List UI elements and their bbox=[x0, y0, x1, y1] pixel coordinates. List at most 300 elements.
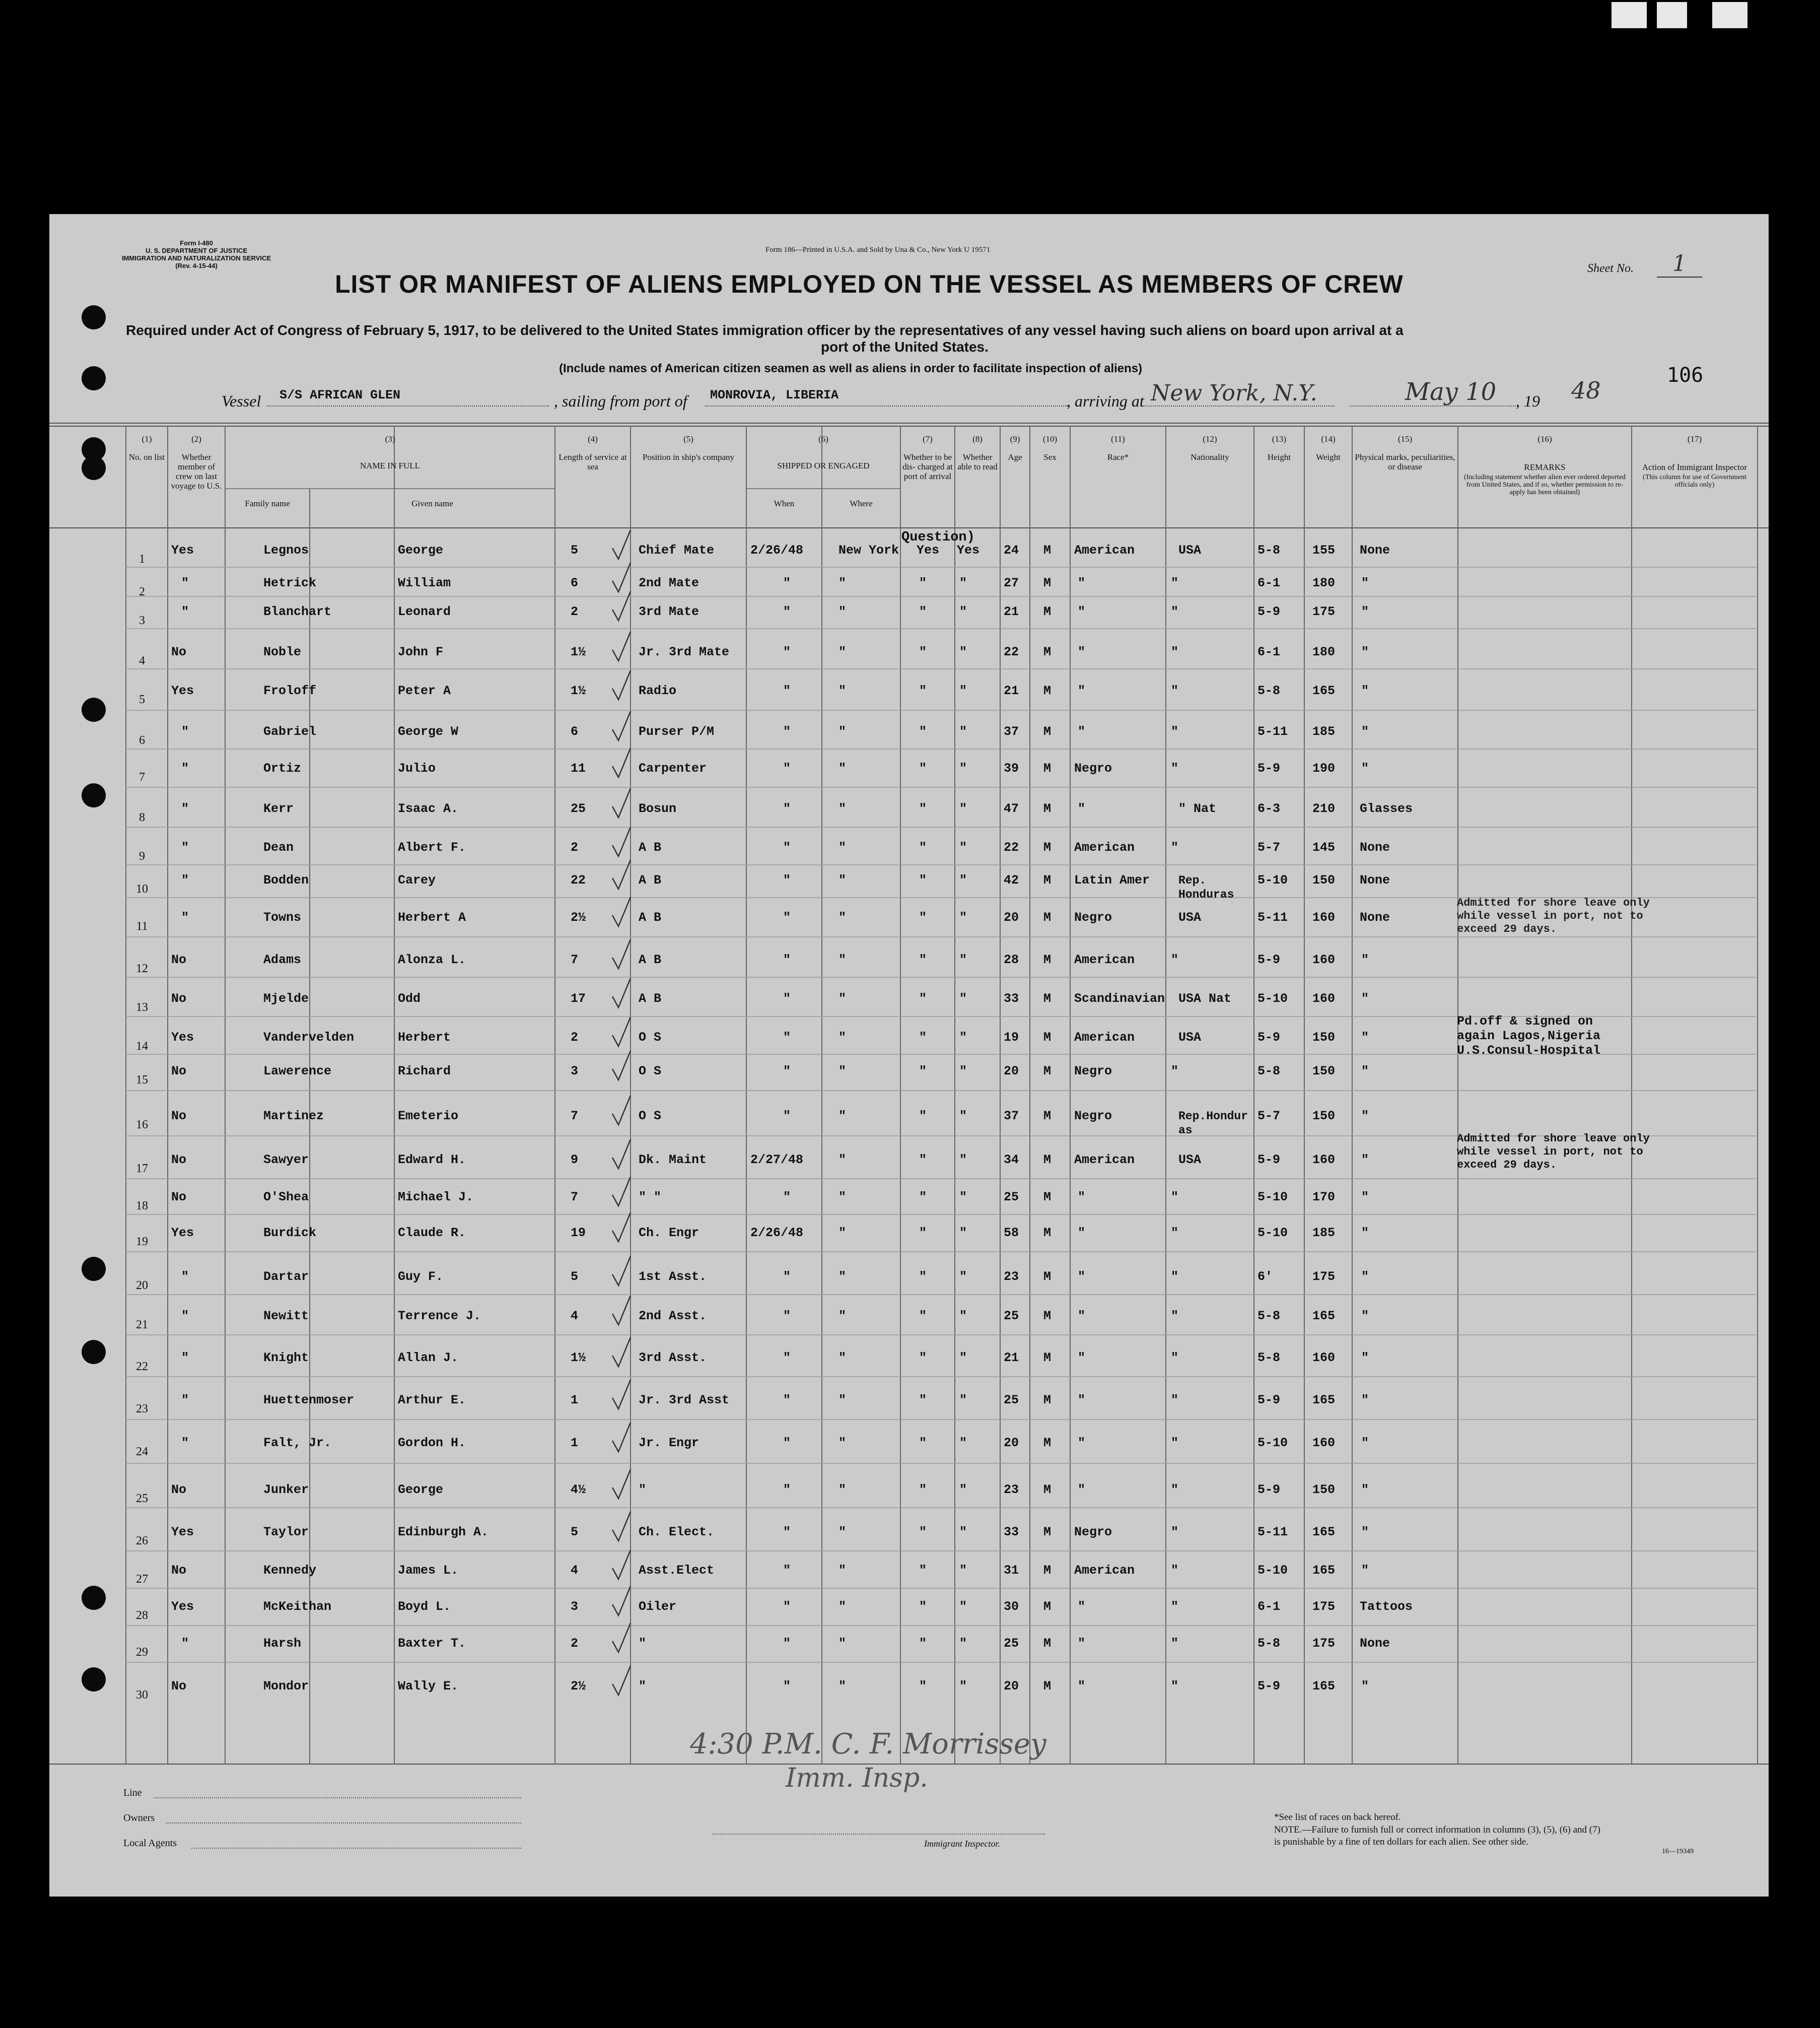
row-number: 17 bbox=[136, 1162, 148, 1175]
cell-marks: " bbox=[1361, 1436, 1369, 1450]
column-number: (4) bbox=[588, 434, 598, 444]
cell-marks: None bbox=[1360, 543, 1390, 558]
cell-pos: A B bbox=[639, 991, 662, 1006]
column-number: (15) bbox=[1397, 434, 1413, 444]
cell-sex: M bbox=[1043, 873, 1052, 888]
cell-age: 42 bbox=[1004, 873, 1019, 888]
cell-read: " bbox=[959, 1482, 967, 1497]
cell-pos: Carpenter bbox=[639, 761, 707, 776]
include-note: (Include names of American citizen seamen as well as aliens in order to facilitate inspection of aliens) bbox=[559, 362, 1143, 375]
cell-race: Negro bbox=[1074, 1109, 1112, 1123]
year-prefix: , 19 bbox=[1516, 392, 1540, 410]
punch-hole bbox=[82, 1667, 106, 1692]
punch-hole bbox=[82, 366, 106, 390]
cell-sex: M bbox=[1043, 1599, 1052, 1614]
cell-nat: " bbox=[1171, 1393, 1179, 1407]
remark-line: exceed 29 days. bbox=[1457, 1159, 1557, 1171]
cell-age: 30 bbox=[1004, 1599, 1019, 1614]
remark-line: while vessel in port, not to bbox=[1457, 910, 1643, 922]
cell-nat: " bbox=[1171, 1599, 1179, 1614]
cell-pos: Purser P/M bbox=[639, 724, 715, 739]
sheet-label: Sheet No. bbox=[1587, 262, 1634, 275]
cell-wt: 160 bbox=[1312, 1153, 1336, 1167]
cell-race: " bbox=[1078, 1679, 1086, 1694]
cell-ht: 5-9 bbox=[1257, 953, 1281, 967]
cell-svc: 7 bbox=[571, 953, 579, 967]
row-number: 26 bbox=[136, 1534, 148, 1547]
cell-when: " bbox=[783, 873, 791, 888]
owners-label: Owners bbox=[123, 1812, 155, 1823]
cell-svc: 1½ bbox=[571, 645, 586, 659]
cell-dis: " bbox=[919, 576, 927, 590]
cell-wt: 175 bbox=[1312, 604, 1336, 619]
cell-dis: " bbox=[919, 724, 927, 739]
cell-given: Baxter T. bbox=[398, 1636, 466, 1651]
row-number: 12 bbox=[136, 962, 148, 975]
column-number: (1) bbox=[142, 434, 152, 444]
cell-family: Lawerence bbox=[263, 1064, 332, 1078]
cell-where: " bbox=[838, 991, 847, 1006]
cell-sex: M bbox=[1043, 1109, 1052, 1123]
cell-sex: M bbox=[1043, 1064, 1052, 1078]
cell-pos: O S bbox=[639, 1030, 662, 1045]
cell-marks: None bbox=[1360, 873, 1390, 888]
cell-race: " bbox=[1078, 1393, 1086, 1407]
cell-svc: 2 bbox=[571, 1030, 579, 1045]
cell-read: " bbox=[959, 1436, 967, 1450]
cell-when: " bbox=[783, 1269, 791, 1284]
cell-age: 20 bbox=[1004, 1064, 1019, 1078]
cell-last: No bbox=[171, 1109, 187, 1123]
cell-family: Noble bbox=[263, 645, 302, 659]
line-label: Line bbox=[123, 1787, 142, 1798]
column-number: (8) bbox=[972, 434, 983, 444]
cell-sex: M bbox=[1043, 724, 1052, 739]
cell-ht: 5-11 bbox=[1257, 910, 1288, 925]
cell-given: William bbox=[398, 576, 451, 590]
cell-marks: None bbox=[1360, 1636, 1390, 1651]
cell-last: " bbox=[181, 724, 189, 739]
cell-svc: 1 bbox=[571, 1393, 579, 1407]
cell-where: " bbox=[838, 761, 847, 776]
cell-read: " bbox=[959, 910, 967, 925]
cell-race: " bbox=[1078, 1350, 1086, 1365]
cell-when: " bbox=[783, 684, 791, 698]
cell-race: " bbox=[1078, 1269, 1086, 1284]
cell-age: 21 bbox=[1004, 684, 1019, 698]
cell-ht: 5-10 bbox=[1257, 1226, 1288, 1240]
cell-dis: " bbox=[919, 1436, 927, 1450]
cell-last: " bbox=[181, 576, 189, 590]
cell-marks: " bbox=[1361, 1482, 1369, 1497]
cell-marks: " bbox=[1361, 1679, 1369, 1694]
cell-ht: 6-1 bbox=[1257, 576, 1281, 590]
vessel-label: Vessel bbox=[222, 392, 261, 410]
column-header: Age bbox=[1008, 452, 1022, 462]
cell-ht: 5-9 bbox=[1257, 761, 1281, 776]
cell-last: Yes bbox=[171, 684, 194, 698]
question-note: Question) bbox=[901, 530, 975, 545]
remark-line: Admitted for shore leave only bbox=[1457, 897, 1650, 909]
column-number: (5) bbox=[683, 434, 693, 444]
cell-when: " bbox=[783, 576, 791, 590]
cell-given: Michael J. bbox=[398, 1190, 474, 1204]
column-number: (9) bbox=[1010, 434, 1020, 444]
cell-wt: 165 bbox=[1312, 1309, 1336, 1323]
cell-where: " bbox=[838, 576, 847, 590]
cell-when: " bbox=[783, 1030, 791, 1045]
cell-nat: USA Nat bbox=[1178, 991, 1232, 1006]
row-number: 14 bbox=[136, 1040, 148, 1053]
inspection-note: 4:30 P.M. C. F. Morrissey bbox=[690, 1728, 1046, 1761]
cell-sex: M bbox=[1043, 1482, 1052, 1497]
cell-race: American bbox=[1074, 1030, 1135, 1045]
cell-marks: " bbox=[1361, 1190, 1369, 1204]
year-suffix: 48 bbox=[1571, 377, 1601, 404]
cell-nat: " bbox=[1171, 1525, 1179, 1539]
cell-last: Yes bbox=[171, 1226, 194, 1240]
cell-ht: 5-10 bbox=[1257, 1190, 1288, 1204]
cell-race: " bbox=[1078, 684, 1086, 698]
cell-marks: Glasses bbox=[1360, 801, 1413, 816]
cell-pos: Jr. 3rd Asst bbox=[639, 1393, 730, 1407]
required-line-2: port of the United States. bbox=[821, 339, 989, 355]
cell-dis: " bbox=[919, 991, 927, 1006]
cell-ht: 5-8 bbox=[1257, 684, 1281, 698]
cell-svc: 5 bbox=[571, 543, 579, 558]
cell-when: " bbox=[783, 1064, 791, 1078]
page-title: LIST OR MANIFEST OF ALIENS EMPLOYED ON THE VESSEL AS MEMBERS OF CREW bbox=[335, 270, 1404, 298]
cell-wt: 160 bbox=[1312, 910, 1336, 925]
service: IMMIGRATION AND NATURALIZATION SERVICE bbox=[121, 254, 271, 262]
cell-dis: " bbox=[919, 1190, 927, 1204]
cell-svc: 1½ bbox=[571, 684, 586, 698]
cell-dis: " bbox=[919, 1153, 927, 1167]
cell-given: Edinburgh A. bbox=[398, 1525, 489, 1539]
cell-family: Burdick bbox=[263, 1226, 317, 1240]
cell-where: " bbox=[838, 1482, 847, 1497]
cell-sex: M bbox=[1043, 801, 1052, 816]
cell-family: Kennedy bbox=[263, 1563, 317, 1578]
remark-line: while vessel in port, not to bbox=[1457, 1145, 1643, 1158]
cell-last: " bbox=[181, 1636, 189, 1651]
column-header: REMARKS bbox=[1524, 462, 1566, 472]
cell-read: " bbox=[959, 1393, 967, 1407]
cell-race: Negro bbox=[1074, 1064, 1112, 1078]
form-header bbox=[101, 239, 292, 269]
row-number: 15 bbox=[136, 1073, 148, 1087]
column-number: (12) bbox=[1203, 434, 1217, 444]
cell-svc: 6 bbox=[571, 724, 579, 739]
cell-ht: 6-1 bbox=[1257, 645, 1281, 659]
cell-age: 47 bbox=[1004, 801, 1019, 816]
agents-label: Local Agents bbox=[123, 1838, 177, 1849]
cell-age: 25 bbox=[1004, 1309, 1019, 1323]
department: U. S. DEPARTMENT OF JUSTICE bbox=[146, 247, 247, 254]
cell-last: No bbox=[171, 1482, 187, 1497]
cell-family: Mjelde bbox=[263, 991, 309, 1006]
cell-wt: 150 bbox=[1312, 1030, 1336, 1045]
cell-where: " bbox=[838, 1190, 847, 1204]
cell-family: Falt, Jr. bbox=[263, 1436, 332, 1450]
cell-family: Blanchart bbox=[263, 604, 332, 619]
cell-family: Vandervelden bbox=[263, 1030, 355, 1045]
inspection-title: Imm. Insp. bbox=[786, 1763, 928, 1793]
cell-ht: 5-10 bbox=[1257, 1563, 1288, 1578]
cell-wt: 190 bbox=[1312, 761, 1336, 776]
row-number: 5 bbox=[139, 693, 145, 706]
cell-family: Sawyer bbox=[263, 1153, 309, 1167]
inspector-label: Immigrant Inspector. bbox=[924, 1839, 1000, 1849]
cell-pos: A B bbox=[639, 953, 662, 967]
form-code: 16—19349 bbox=[1662, 1848, 1694, 1855]
cell-age: 25 bbox=[1004, 1636, 1019, 1651]
cell-wt: 175 bbox=[1312, 1599, 1336, 1614]
line-underline bbox=[154, 1797, 521, 1798]
cell-svc: 1 bbox=[571, 1436, 579, 1450]
cell-given: Julio bbox=[398, 761, 436, 776]
cell-pos: 1st Asst. bbox=[639, 1269, 707, 1284]
cell-pos: Jr. 3rd Mate bbox=[639, 645, 730, 659]
cell-race: American bbox=[1074, 1153, 1135, 1167]
departure-port: MONROVIA, LIBERIA bbox=[710, 388, 839, 402]
cell-pos: Radio bbox=[639, 684, 677, 698]
cell-race: Negro bbox=[1074, 761, 1112, 776]
cell-nat: " bbox=[1171, 1309, 1179, 1323]
cell-sex: M bbox=[1043, 645, 1052, 659]
penalty-note-2: is punishable by a fine of ten dollars for each alien. See other side. bbox=[1274, 1837, 1528, 1847]
row-number: 24 bbox=[136, 1445, 148, 1458]
cell-nat: USA bbox=[1178, 910, 1202, 925]
cell-where: " bbox=[838, 1636, 847, 1651]
cell-wt: 210 bbox=[1312, 801, 1336, 816]
cell-wt: 170 bbox=[1312, 1190, 1336, 1204]
cell-marks: " bbox=[1361, 645, 1369, 659]
cell-pos: " " bbox=[639, 1190, 662, 1204]
cell-when: " bbox=[783, 840, 791, 855]
cell-nat: USA bbox=[1178, 1030, 1202, 1045]
cell-marks: " bbox=[1361, 1030, 1369, 1045]
cell-where: " bbox=[838, 1309, 847, 1323]
cell-wt: 155 bbox=[1312, 543, 1336, 558]
cell-nat: " bbox=[1171, 1679, 1179, 1694]
cell-sex: M bbox=[1043, 1309, 1052, 1323]
cell-given: Gordon H. bbox=[398, 1436, 466, 1450]
cell-given: Wally E. bbox=[398, 1679, 459, 1694]
cell-last: Yes bbox=[171, 543, 194, 558]
cell-ht: 5-10 bbox=[1257, 873, 1288, 888]
cell-age: 21 bbox=[1004, 1350, 1019, 1365]
column-header: SHIPPED OR ENGAGED bbox=[777, 461, 870, 470]
cell-given: George bbox=[398, 1482, 444, 1497]
cell-pos: A B bbox=[639, 873, 662, 888]
cell-family: McKeithan bbox=[263, 1599, 332, 1614]
cell-marks: " bbox=[1361, 1109, 1369, 1123]
cell-dis: " bbox=[919, 1393, 927, 1407]
cell-pos: O S bbox=[639, 1109, 662, 1123]
cell-ht: 6' bbox=[1257, 1269, 1273, 1284]
cell-age: 20 bbox=[1004, 1436, 1019, 1450]
row-number: 4 bbox=[139, 654, 145, 667]
cell-race: Latin Amer bbox=[1074, 873, 1150, 888]
cell-given: Claude R. bbox=[398, 1226, 466, 1240]
cell-wt: 160 bbox=[1312, 953, 1336, 967]
cell-race: " bbox=[1078, 1599, 1086, 1614]
cell-ht: 5-7 bbox=[1257, 1109, 1281, 1123]
remark-line: Admitted for shore leave only bbox=[1457, 1132, 1650, 1145]
cell-when: " bbox=[783, 991, 791, 1006]
cell-nat: " bbox=[1171, 1563, 1179, 1578]
cell-where: " bbox=[838, 910, 847, 925]
row-number: 28 bbox=[136, 1609, 148, 1622]
stamp-number: 106 bbox=[1667, 364, 1704, 387]
cell-pos: A B bbox=[639, 910, 662, 925]
cell-nat: " bbox=[1171, 953, 1179, 967]
row-number: 27 bbox=[136, 1573, 148, 1586]
cell-read: " bbox=[959, 1226, 967, 1240]
cell-last: No bbox=[171, 991, 187, 1006]
cell-age: 37 bbox=[1004, 724, 1019, 739]
place-underline bbox=[1143, 405, 1335, 407]
cell-nat: USA bbox=[1178, 1153, 1202, 1167]
cell-ht: 5-9 bbox=[1257, 1030, 1281, 1045]
arriving-place: New York, N.Y. bbox=[1151, 380, 1317, 406]
cell-family: Dartar bbox=[263, 1269, 309, 1284]
cell-last: Yes bbox=[171, 1525, 194, 1539]
cell-where: " bbox=[838, 801, 847, 816]
cell-pos: Bosun bbox=[639, 801, 677, 816]
cell-where: " bbox=[838, 1109, 847, 1123]
cell-dis: " bbox=[919, 1525, 927, 1539]
cell-race: " bbox=[1078, 604, 1086, 619]
cell-svc: 5 bbox=[571, 1525, 579, 1539]
cell-svc: 1½ bbox=[571, 1350, 586, 1365]
cell-wt: 150 bbox=[1312, 1482, 1336, 1497]
cell-where: " bbox=[838, 1679, 847, 1694]
cell-marks: " bbox=[1361, 1309, 1369, 1323]
cell-when: " bbox=[783, 1482, 791, 1497]
remark-row-13 bbox=[1457, 1014, 1600, 1058]
cell-sex: M bbox=[1043, 1436, 1052, 1450]
cell-pos: O S bbox=[639, 1064, 662, 1078]
cell-nat: USA bbox=[1178, 543, 1202, 558]
cell-read: " bbox=[959, 1153, 967, 1167]
cell-last: " bbox=[181, 1269, 189, 1284]
cell-given: Carey bbox=[398, 873, 436, 888]
column-header: Height bbox=[1267, 452, 1291, 462]
cell-when: " bbox=[783, 1109, 791, 1123]
cell-race: " bbox=[1078, 724, 1086, 739]
cell-sex: M bbox=[1043, 1190, 1052, 1204]
form-number: Form I-480 bbox=[180, 239, 213, 247]
cell-age: 39 bbox=[1004, 761, 1019, 776]
cell-svc: 3 bbox=[571, 1599, 579, 1614]
printer-line: Form 186—Printed in U.S.A. and Sold by Una & Co., New York U 19571 bbox=[765, 246, 991, 254]
column-header: Whether member of crew on last voyage to U.S. bbox=[171, 452, 222, 491]
cell-family: Harsh bbox=[263, 1636, 302, 1651]
column-number: (7) bbox=[923, 434, 933, 444]
cell-when: " bbox=[783, 1309, 791, 1323]
cell-family: O'Shea bbox=[263, 1190, 309, 1204]
cell-dis: " bbox=[919, 684, 927, 698]
column-header: Whether able to read bbox=[957, 452, 998, 471]
cell-marks: " bbox=[1361, 761, 1369, 776]
cell-family: Dean bbox=[263, 840, 294, 855]
cell-where: " bbox=[838, 1030, 847, 1045]
cell-dis: " bbox=[919, 761, 927, 776]
remark-line: Pd.off & signed on bbox=[1457, 1014, 1593, 1029]
cell-marks: " bbox=[1361, 1153, 1369, 1167]
cell-given: Leonard bbox=[398, 604, 451, 619]
punch-hole bbox=[82, 1340, 106, 1364]
cell-race: " bbox=[1078, 1636, 1086, 1651]
cell-ht: 5-10 bbox=[1257, 1436, 1288, 1450]
column-subheader: Family name bbox=[245, 499, 290, 508]
cell-age: 58 bbox=[1004, 1226, 1019, 1240]
column-number: (3) bbox=[385, 434, 395, 444]
cell-given: Allan J. bbox=[398, 1350, 459, 1365]
cell-nat: " bbox=[1171, 840, 1179, 855]
cell-pos: " bbox=[639, 1679, 647, 1694]
cell-race: American bbox=[1074, 1563, 1135, 1578]
cell-dis: Yes bbox=[917, 543, 940, 558]
cell-last: No bbox=[171, 953, 187, 967]
vessel-underline bbox=[267, 405, 549, 407]
cell-dis: " bbox=[919, 1064, 927, 1078]
cell-marks: Tattoos bbox=[1360, 1599, 1413, 1614]
column-number: (11) bbox=[1111, 434, 1125, 444]
cell-dis: " bbox=[919, 873, 927, 888]
cell-marks: " bbox=[1361, 953, 1369, 967]
cell-sex: M bbox=[1043, 840, 1052, 855]
punch-hole bbox=[82, 456, 106, 480]
cell-read: " bbox=[959, 1030, 967, 1045]
cell-wt: 160 bbox=[1312, 1350, 1336, 1365]
cell-when: " bbox=[783, 645, 791, 659]
punch-hole bbox=[82, 1586, 106, 1610]
film-mark bbox=[1712, 2, 1747, 28]
row-number: 18 bbox=[136, 1199, 148, 1212]
cell-age: 25 bbox=[1004, 1393, 1019, 1407]
cell-when: 2/26/48 bbox=[750, 1226, 804, 1240]
cell-when: " bbox=[783, 910, 791, 925]
cell-wt: 160 bbox=[1312, 1436, 1336, 1450]
cell-pos: Chief Mate bbox=[639, 543, 715, 558]
cell-given: Odd bbox=[398, 991, 421, 1006]
cell-wt: 165 bbox=[1312, 1393, 1336, 1407]
cell-when: " bbox=[783, 604, 791, 619]
cell-dis: " bbox=[919, 953, 927, 967]
cell-wt: 165 bbox=[1312, 1679, 1336, 1694]
cell-race: Negro bbox=[1074, 910, 1112, 925]
cell-ht: 5-8 bbox=[1257, 1636, 1281, 1651]
cell-family: Bodden bbox=[263, 873, 309, 888]
cell-marks: None bbox=[1360, 910, 1390, 925]
cell-marks: " bbox=[1361, 1269, 1369, 1284]
cell-dis: " bbox=[919, 910, 927, 925]
cell-when: " bbox=[783, 1563, 791, 1578]
cell-last: " bbox=[181, 761, 189, 776]
cell-last: " bbox=[181, 604, 189, 619]
column-header: Physical marks, peculiarities, or disease bbox=[1355, 452, 1455, 471]
cell-ht: 5-8 bbox=[1257, 543, 1281, 558]
cell-age: 19 bbox=[1004, 1030, 1019, 1045]
cell-where: " bbox=[838, 1064, 847, 1078]
cell-when: 2/27/48 bbox=[750, 1153, 804, 1167]
cell-last: " bbox=[181, 1350, 189, 1365]
cell-ht: 6-1 bbox=[1257, 1599, 1281, 1614]
cell-where: " bbox=[838, 1436, 847, 1450]
